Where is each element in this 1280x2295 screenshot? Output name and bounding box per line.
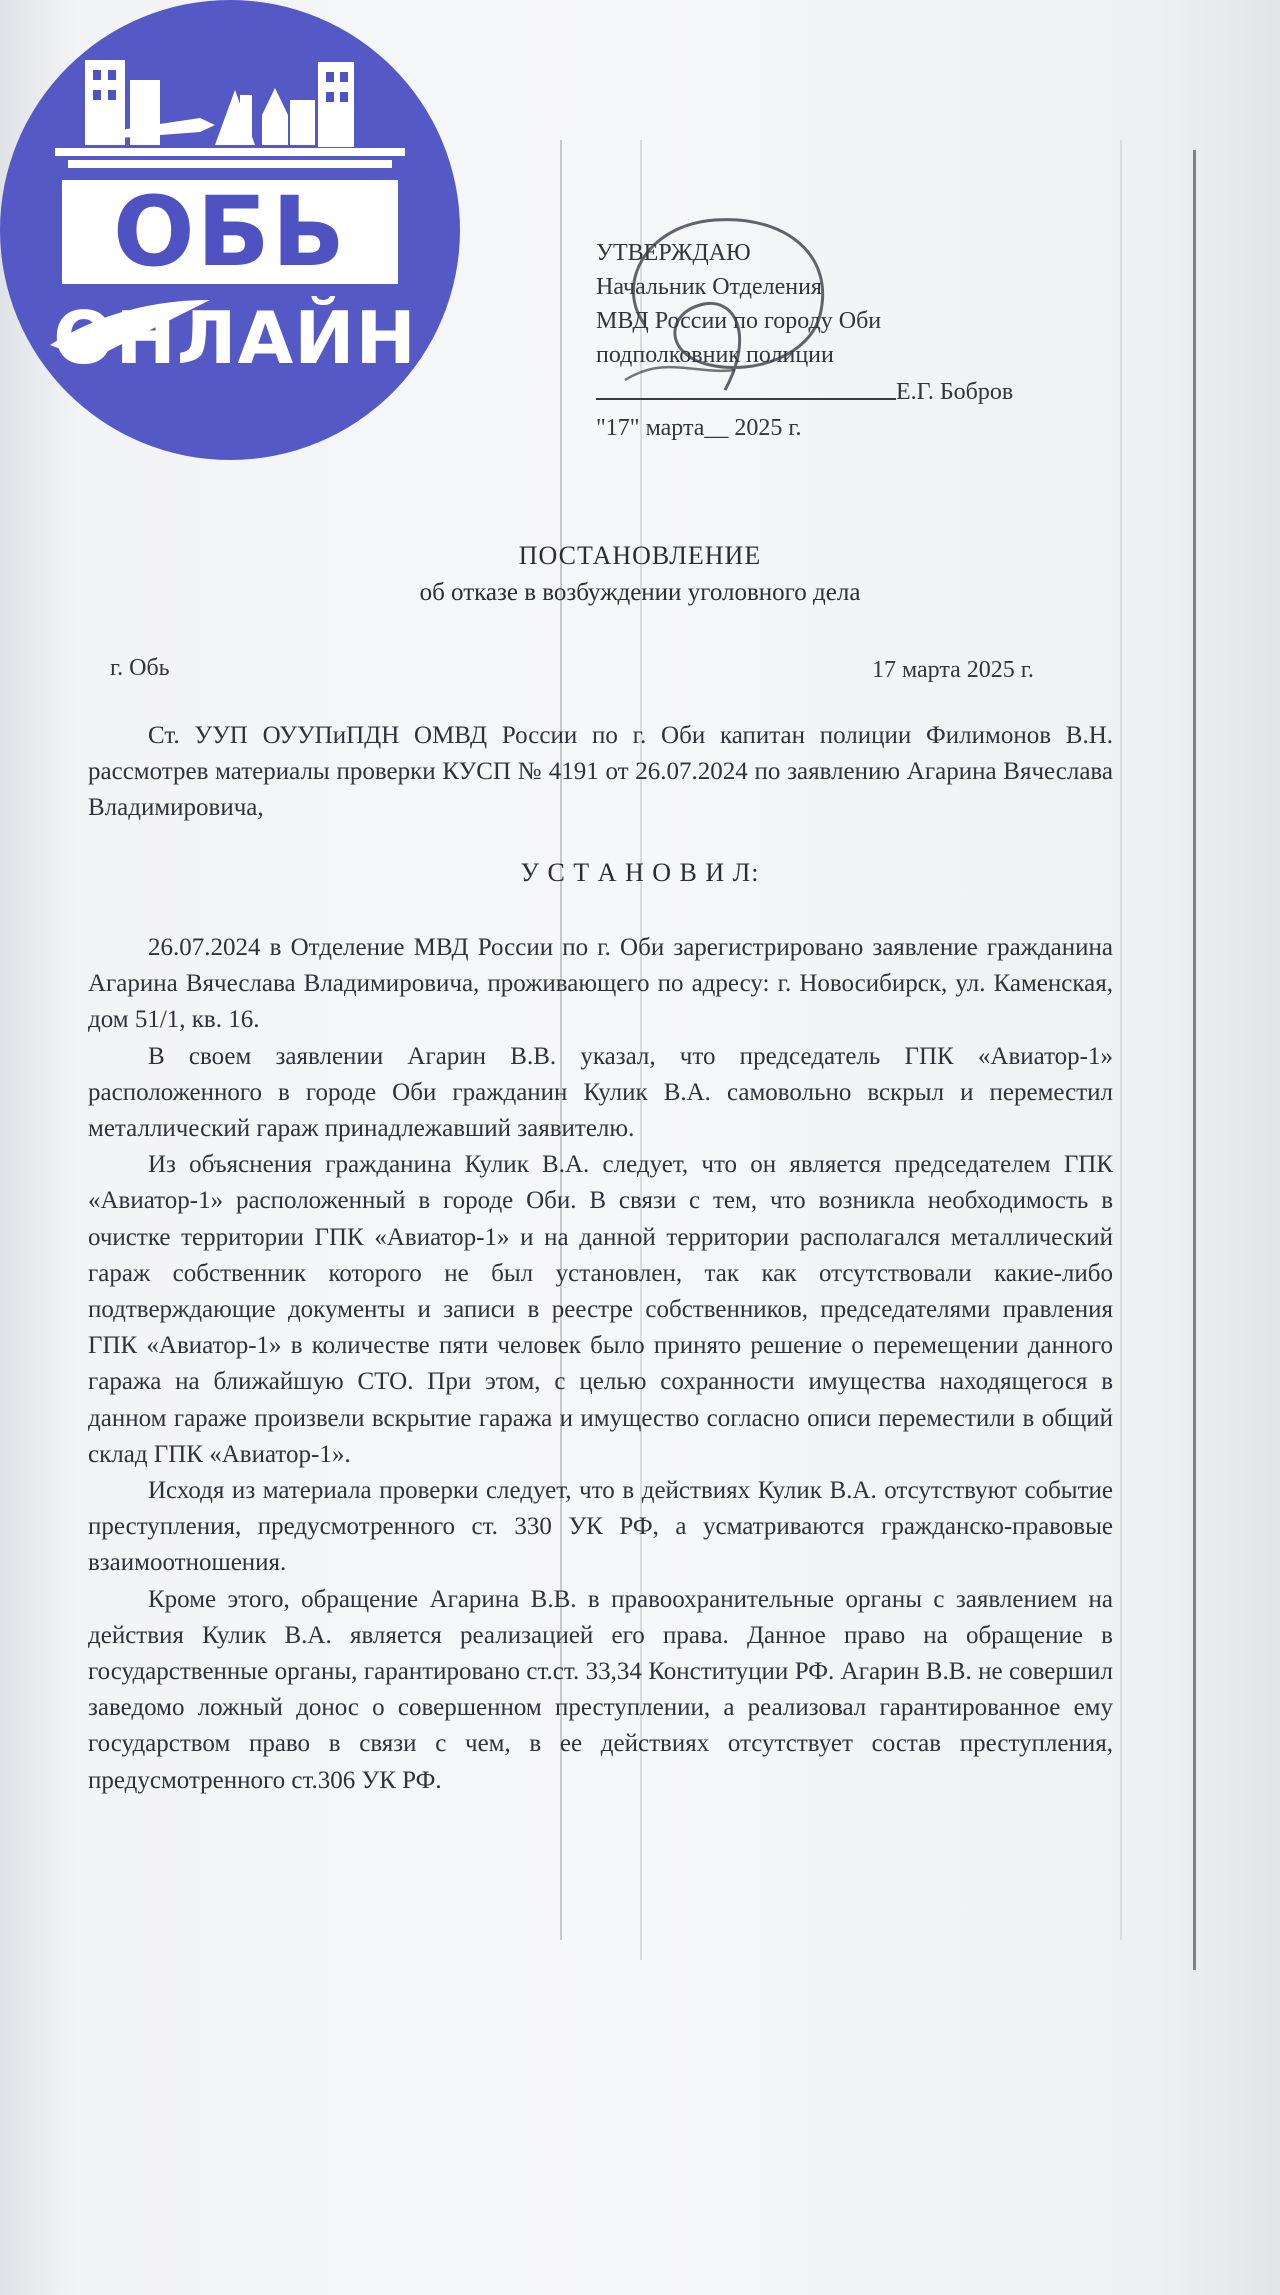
document-subtitle: об отказе в возбуждении уголовного дела [419,579,861,606]
obj-online-logo [0,0,460,460]
approval-date: "17" марта__ 2025 г. [596,415,802,441]
paragraph: В своем заявлении Агарин В.В. указал, что председатель ГПК «Авиатор-1» расположенного в городе Оби гражданин Кулик В.А. самовольно вскрыл и переместил металлический гараж принадлежавший заявителю. [88,1042,1113,1143]
intro-paragraph: Ст. УУП ОУУПиПДН ОМВД России по г. Оби капитан полиции Филимонов В.Н. рассмотрев материалы проверки КУСП № 4191 от 26.07.2024 по заявлению Агарина Вячеслава Владимировича, [88,722,1113,822]
paragraph: 26.07.2024 в Отделение МВД России по г. Оби зарегистрировано заявление гражданина Агарина Вячеслава Владимировича, проживающего по адресу: г. Новосибирск, ул. Каменская, дом 51/1, кв. 16. [88,934,1113,1034]
copier-edge-line [1193,150,1196,1970]
document-title: ПОСТАНОВЛЕНИЕ [518,541,762,570]
approval-line: МВД России по городу Оби [596,308,882,334]
body-paragraphs [88,930,1113,1799]
document-date: 17 марта 2025 г. [872,657,1034,683]
document-city: г. Обь [110,655,170,681]
approval-line: Начальник Отделения [596,274,822,300]
approval-line: УТВЕРЖДАЮ [596,240,751,266]
copier-streak [1120,140,1122,1940]
logo-title-online: ОНЛАЙН [53,296,417,380]
paragraph: Из объяснения гражданина Кулик В.А. следует, что он является председателем ГПК «Авиатор-1» расположенный в городе Оби. В связи с тем, что возникла необходимость в очистке территории ГПК «Авиатор-1» и на данной территории располагался металлический гараж собственник которого не был установлен, так как отсутствовали какие-либо подтверждающие документы и записи в реестре собственников, председателями правления ГПК «Авиатор-1» в количестве пяти человек было принято решение о перемещении данного гаража на ближайшую СТО. При этом, с целью сохранности имущества находящегося в данном гараже произвели вскрытие гаража и имущество согласно описи переместили в общий склад ГПК «Авиатор-1». [88,1151,1113,1468]
signature-line [596,398,896,400]
established-heading: У С Т А Н О В И Л: [520,858,760,887]
logo-title-ob: ОБЬ [62,180,398,284]
paragraph: Кроме этого, обращение Агарина В.В. в правоохранительные органы с заявлением на действия Кулик В.А. является реализацией его права. Данное право на обращение в государственные органы, гарантировано ст.ст. 33,34 Конституции РФ. Агарин В.В. не совершил заведомо ложный донос о совершенном преступлении, а реализовал гарантированное ему государством право в связи с чем, в ее действиях отсутствует состав преступления, предусмотренного ст.306 УК РФ. [88,1585,1113,1794]
signature-icon [605,205,845,405]
approval-line: подполковник полиции [596,342,834,368]
approval-signer: Е.Г. Бобров [896,379,1014,405]
paragraph: Исходя из материала проверки следует, что в действиях Кулик В.А. отсутствуют событие преступления, предусмотренного ст. 330 УК РФ, а усматриваются гражданско-правовые взаимоотношения. [88,1477,1113,1577]
